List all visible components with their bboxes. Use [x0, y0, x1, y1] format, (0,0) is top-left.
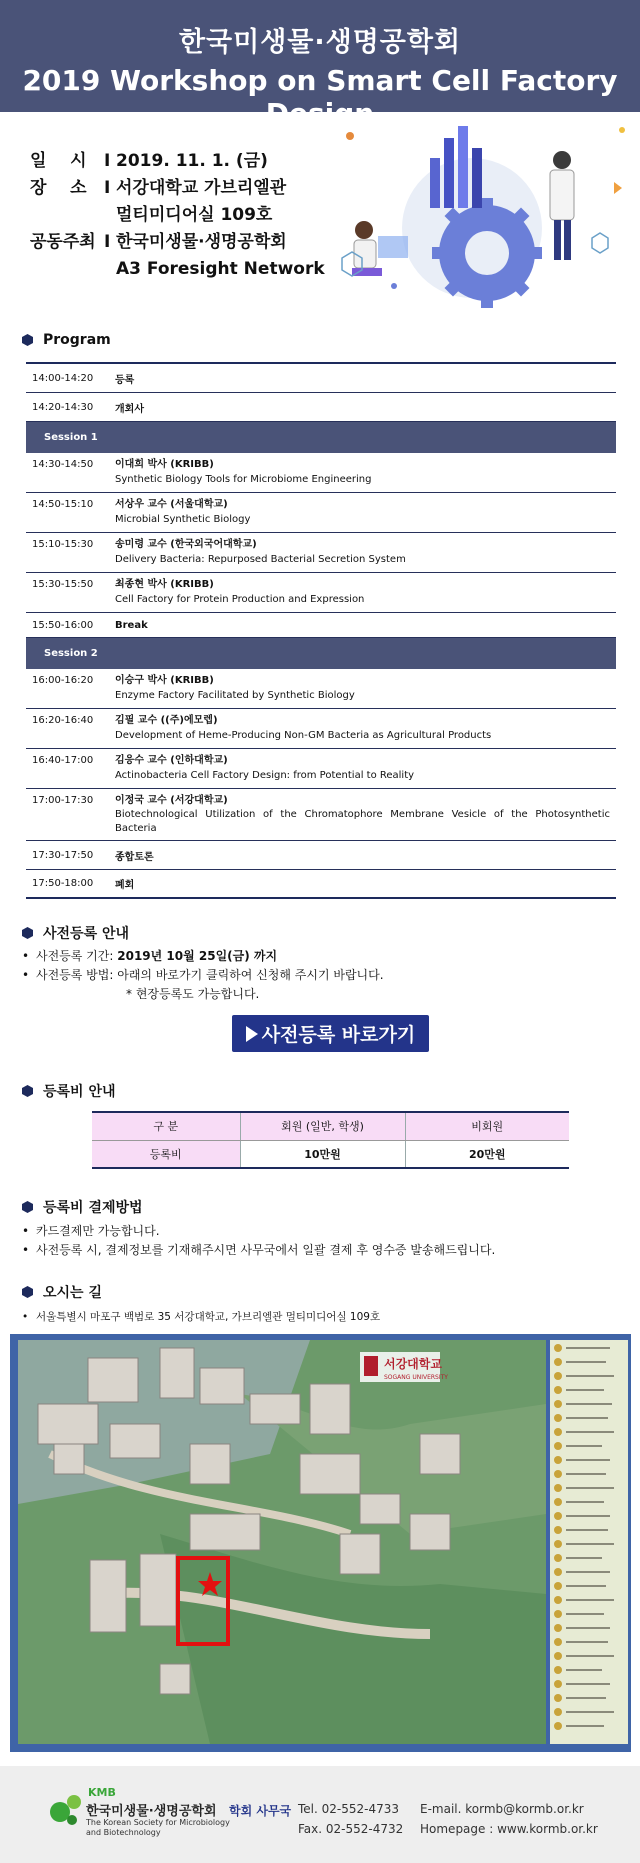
- program-item: 폐회: [115, 880, 135, 891]
- table-row: [26, 789, 616, 841]
- session-time: 15:50-16:00: [32, 619, 94, 631]
- hexagon-bullet-icon: [22, 334, 33, 346]
- session-time: 16:40-17:00: [32, 755, 94, 766]
- table-row: [26, 533, 616, 573]
- info-host: 공동주최 I 한국미생물·생명공학회: [30, 232, 287, 252]
- footer-org-kr: 한국미생물·생명공학회: [86, 1804, 217, 1819]
- talk-topic: Delivery Bacteria: Repurposed Bacterial Secretion System: [115, 554, 406, 565]
- table-row: [26, 573, 616, 613]
- campus-map[interactable]: [10, 1334, 631, 1752]
- session-time: 15:30-15:50: [32, 579, 94, 590]
- kmb-logo-icon: [46, 1788, 88, 1834]
- program-table: [26, 362, 616, 899]
- talk-topic: Actinobacteria Cell Factory Design: from Potential to Reality: [115, 770, 415, 781]
- session-time: 14:20-14:30: [32, 401, 94, 413]
- lab-illustration: [322, 118, 632, 318]
- list-item: • 사전등록 시, 결제정보를 기재해주시면 사무국에서 일괄 결제 후 영수증 발송해드립니다.: [22, 1243, 496, 1257]
- talk-topic: Microbial Synthetic Biology: [115, 514, 251, 525]
- footer: [0, 1766, 640, 1863]
- table-row: 등록비 10만원 20만원: [92, 1140, 569, 1168]
- table-row: [26, 841, 616, 870]
- payment-list: [22, 1222, 495, 1260]
- speaker: 서상우 교수 (서울대학교): [115, 499, 228, 510]
- table-row: 구 분 회원 (일반, 학생) 비회원: [92, 1112, 569, 1140]
- talk-topic: Biotechnological Utilization of the Chromatophore Membrane Vesicle of the Photosynthetic Bacteria: [115, 809, 610, 834]
- session-time: 14:50-15:10: [32, 499, 94, 510]
- hexagon-bullet-icon: [22, 1286, 33, 1298]
- footer-org-en1: The Korean Society for Microbiology: [86, 1818, 230, 1827]
- title-korean: 한국미생물·생명공학회: [178, 27, 462, 58]
- hexagon-bullet-icon: [22, 1085, 33, 1097]
- speaker: 최종현 박사 (KRIBB): [115, 579, 214, 590]
- seated-scientist-figure: [352, 221, 408, 276]
- footer-fax: Fax. 02-552-4732: [298, 1822, 404, 1836]
- play-arrow-icon: [246, 1026, 258, 1042]
- session-time: 14:30-14:50: [32, 459, 94, 470]
- hexagon-bullet-icon: [22, 927, 33, 939]
- talk-topic: Synthetic Biology Tools for Microbiome Engineering: [115, 474, 372, 485]
- session-time: 17:30-17:50: [32, 849, 94, 861]
- speaker: 송미령 교수 (한국외국어대학교): [115, 539, 257, 550]
- talk-topic: Development of Heme-Producing Non-GM Bacteria as Agricultural Products: [115, 730, 492, 741]
- list-item: • 사전등록 방법: 아래의 바로가기 클릭하여 신청해 주시기 바랍니다.: [22, 968, 384, 982]
- speaker: 이승구 박사 (KRIBB): [115, 675, 214, 686]
- payment-heading: 등록비 결제방법: [22, 1197, 143, 1217]
- speaker: 이정국 교수 (서강대학교): [115, 795, 228, 806]
- program-heading: Program: [22, 332, 111, 348]
- session-time: 16:00-16:20: [32, 675, 94, 686]
- session-time: 14:00-14:20: [32, 372, 94, 384]
- gear-icon: [432, 198, 542, 308]
- speaker: 김응수 교수 (인하대학교): [115, 755, 228, 766]
- directions-heading: 오시는 길: [22, 1282, 102, 1302]
- footer-homepage[interactable]: Homepage : www.kormb.or.kr: [420, 1822, 598, 1836]
- researcher-figure: [550, 151, 574, 260]
- list-item: • 사전등록 기간: 2019년 10월 25일(금) 까지: [22, 949, 278, 963]
- program-item: 개회사: [115, 403, 144, 415]
- footer-tel: Tel. 02-552-4733: [298, 1802, 400, 1816]
- fee-heading: 등록비 안내: [22, 1081, 116, 1101]
- address-list: [22, 1308, 380, 1327]
- table-row: [26, 613, 616, 638]
- info-date: 일 시 I 2019. 11. 1. (금): [30, 151, 268, 171]
- talk-topic: Enzyme Factory Facilitated by Synthetic Biology: [115, 690, 355, 701]
- table-row: [26, 709, 616, 749]
- prereg-button[interactable]: 사전등록 바로가기: [232, 1015, 429, 1052]
- table-row: [26, 749, 616, 789]
- table-row: [26, 393, 616, 422]
- table-row: [26, 870, 616, 899]
- program-item: 종합토론: [115, 851, 154, 863]
- speaker: 김필 교수 ((주)에모렙): [115, 715, 218, 726]
- info-venue: 장 소 I 서강대학교 가브리엘관: [30, 178, 287, 198]
- table-row: [26, 453, 616, 493]
- speaker: 이대희 박사 (KRIBB): [115, 459, 214, 470]
- prereg-heading: 사전등록 안내: [22, 923, 129, 943]
- campus-map-image: [10, 1334, 631, 1752]
- footer-office: 학회 사무국: [229, 1804, 292, 1818]
- kmb-label: KMB: [88, 1786, 116, 1799]
- program-item: Break: [115, 619, 148, 631]
- footer-org-en2: and Biotechnology: [86, 1828, 161, 1837]
- university-name-en: SOGANG UNIVERSITY: [384, 1374, 448, 1381]
- program-item: 등록: [115, 374, 135, 386]
- session-time: 17:50-18:00: [32, 878, 94, 889]
- list-item: • 카드결제만 가능합니다.: [22, 1224, 160, 1238]
- list-item: * 현장등록도 가능합니다.: [126, 987, 260, 1001]
- hexagon-bullet-icon: [22, 1201, 33, 1213]
- footer-email[interactable]: E-mail. kormb@kormb.or.kr: [420, 1802, 584, 1816]
- session-time: 15:10-15:30: [32, 539, 94, 550]
- table-row: [26, 493, 616, 533]
- session-header: Session 2: [26, 638, 616, 669]
- event-info: 일 시 I 2019. 11. 1. (금) 장 소 I 서강대학교 가브리엘관 멀티미디어실 109호 공동주최 I 한국미생물·생명공학회 A3 Foresight Network: [30, 148, 325, 283]
- session-header: Session 1: [26, 422, 616, 453]
- title-english: 2019 Workshop on Smart Cell Factory Design: [22, 64, 618, 130]
- session-time: 17:00-17:30: [32, 795, 94, 806]
- list-item: • 서울특별시 마포구 백범로 35 서강대학교, 가브리엘관 멀티미디어실 109호: [22, 1311, 381, 1323]
- banner-header: [0, 0, 640, 130]
- fee-table: [92, 1111, 569, 1169]
- session-time: 16:20-16:40: [32, 715, 94, 726]
- table-row: [26, 669, 616, 709]
- table-row: [26, 364, 616, 393]
- talk-topic: Cell Factory for Protein Production and Expression: [115, 594, 365, 605]
- prereg-list: [22, 947, 384, 1004]
- university-name-kr: 서강대학교: [384, 1357, 442, 1371]
